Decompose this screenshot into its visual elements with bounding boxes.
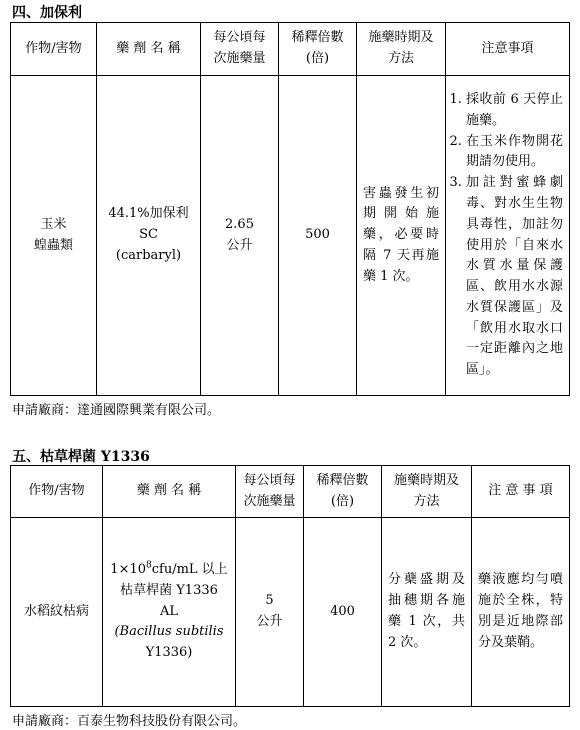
cell-notes — [446, 76, 570, 396]
table-row — [11, 518, 570, 707]
header-notes: 注 意 事 項 — [472, 466, 570, 518]
header-dilution: 稀釋倍數 (倍) — [279, 23, 357, 76]
applicant-text: 申請廠商：百泰生物科技股份有限公司。 — [12, 714, 247, 729]
table-header-row — [11, 23, 570, 76]
notes-list — [446, 88, 569, 383]
cell-timing: 害蟲發生初期開始施藥，必要時隔 7 天再施藥 1 次。 — [357, 76, 446, 396]
header-dosage: 每公頃每 次施藥量 — [236, 466, 304, 518]
section-title: 四、加保利 — [12, 5, 82, 21]
note-item: 1. 採收前 6 天停止施藥。 — [466, 90, 563, 132]
cell-agent: $1\times 10^8cfu/mL$ 以上 枯草桿菌 Y1336 AL (Bacillus subtilis Y1336) — [103, 518, 236, 707]
cell-dilution: 500 — [279, 76, 357, 396]
header-crop: 作物/害物 — [11, 466, 103, 518]
header-agent: 藥 劑 名 稱 — [97, 23, 201, 76]
table-header-row — [11, 466, 570, 518]
cell-crop: 水稻紋枯病 — [11, 518, 103, 707]
pesticide-table — [10, 465, 570, 707]
cell-dilution: 400 — [304, 518, 382, 707]
cell-dosage: 5 公升 — [236, 518, 304, 707]
header-dilution: 稀釋倍數 (倍) — [304, 466, 382, 518]
header-timing: 施藥時期及 方法 — [382, 466, 472, 518]
cell-crop: 玉米 蝗蟲類 — [11, 76, 97, 396]
cell-timing: 分蘗盛期及抽穗期各施藥 1 次，共 2 次。 — [382, 518, 472, 707]
cell-agent: 44.1%加保利 SC (carbaryl) — [97, 76, 201, 396]
header-timing: 施藥時期及 方法 — [357, 23, 446, 76]
section-title: 五、枯草桿菌 Y1336 — [12, 449, 150, 465]
applicant-text: 申請廠商：達通國際興業有限公司。 — [12, 403, 221, 418]
pesticide-table — [10, 22, 570, 396]
header-dosage: 每公頃每 次施藥量 — [201, 23, 279, 76]
header-crop: 作物/害物 — [11, 23, 97, 76]
cell-notes: 藥液應均勻噴施於全株，特別是近地際部分及葉鞘。 — [472, 518, 570, 707]
note-item: 3. 加註對蜜蜂劇毒、對水生生物具毒性，加註勿使用於「自來水水質水量保護區、飲用水水源水質保護區」及「飲用水取水口一定距離內之地區」。 — [466, 173, 563, 381]
header-agent: 藥 劑 名 稱 — [103, 466, 236, 518]
table-row — [11, 76, 570, 396]
header-notes: 注意事項 — [446, 23, 570, 76]
cell-dosage: 2.65 公升 — [201, 76, 279, 396]
note-item: 2. 在玉米作物開花期請勿使用。 — [466, 132, 563, 174]
